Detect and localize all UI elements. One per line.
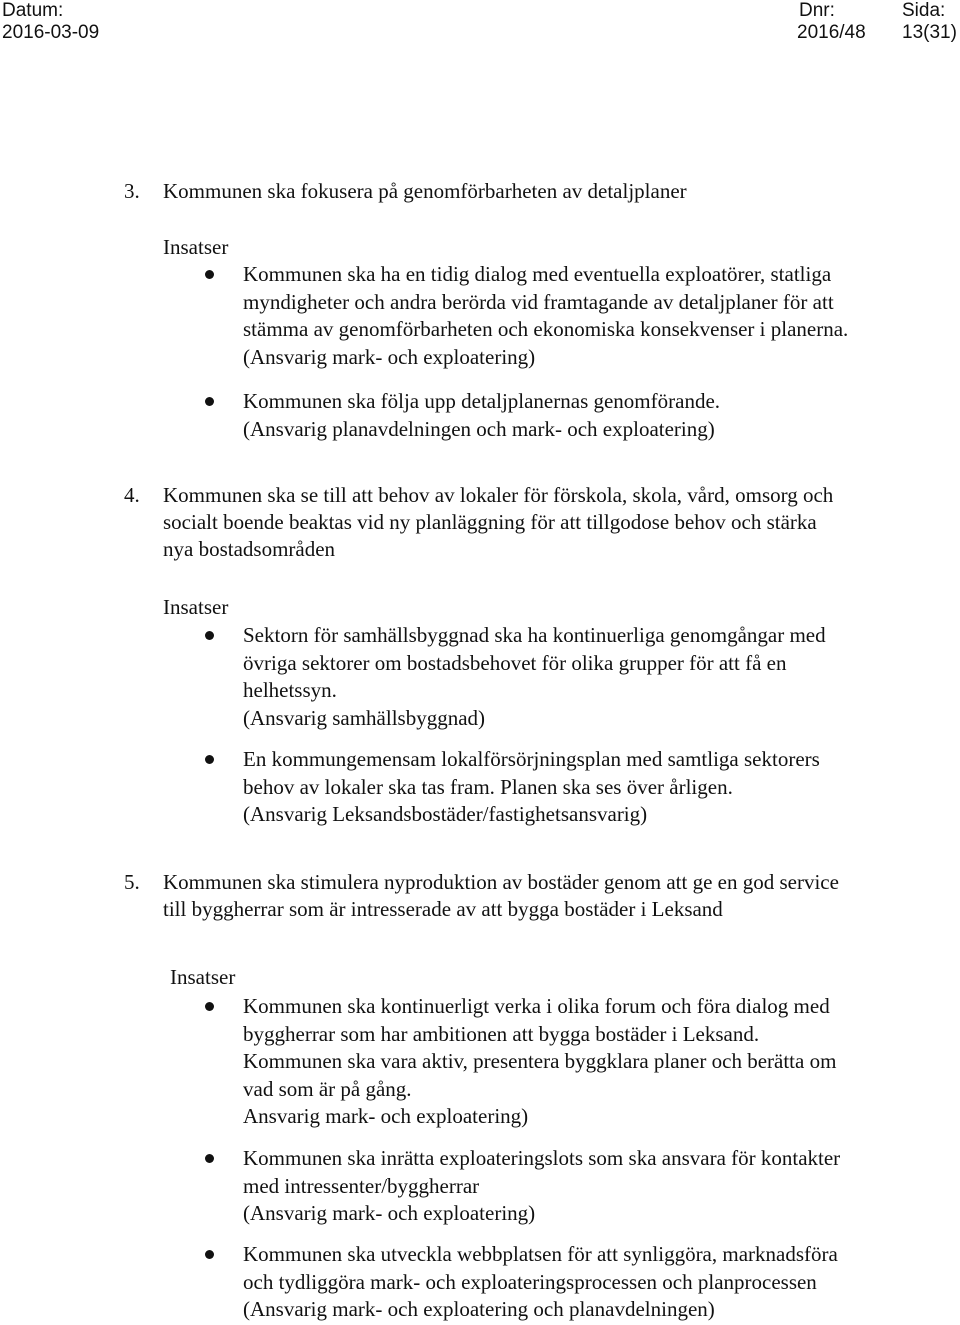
datum-label: Datum: [2,0,64,21]
section-3-heading [124,178,934,205]
section-5-item-1: Kommunen ska kontinuerligt verka i olika forum och föra dialog med byggherrar som har ambitionen att bygga bostäder i Leksand. Kommunen ska vara aktiv, presentera byggklara planer och berätta om vad som är på gång. Ansvarig mark- och exploatering) [243,993,933,1131]
section-3-item-2: Kommunen ska följa upp detaljplanernas genomförande. (Ansvarig planavdelningen och mark- och exploatering) [243,388,933,443]
dnr-label: Dnr: [799,0,835,21]
header-dnr [797,0,866,44]
section-5-insatser-label: Insatser [170,965,236,989]
section-title: Kommunen ska stimulera nyproduktion av bostäder genom att ge en god service till byggherrar som är intresserade av att bygga bostäder i Leksand [163,870,839,921]
header-sida [902,0,957,44]
section-title: Kommunen ska se till att behov av lokaler för förskola, skola, vård, omsorg och socialt boende beaktas vid ny planläggning för att tillgodose behov och stärka nya bostadsområden [163,483,834,561]
section-3-insatser-label: Insatser [163,235,229,259]
dnr-value: 2016/48 [797,22,866,43]
section-4-item-2: En kommungemensam lokalförsörjningsplan med samtliga sektorers behov av lokaler ska tas fram. Planen ska ses över årligen. (Ansvarig Leksandsbostäder/fastighetsansvarig) [243,746,933,829]
section-5-item-3: Kommunen ska utveckla webbplatsen för att synliggöra, marknadsföra och tydliggöra mark- och exploateringsprocessen och planprocessen (Ansvarig mark- och exploatering och planavdelningen) [243,1241,933,1324]
bullet-icon [205,1002,214,1011]
section-title: Kommunen ska fokusera på genomförbarheten av detaljplaner [163,179,687,203]
sida-label: Sida: [902,0,946,21]
section-4-item-1: Sektorn för samhällsbyggnad ska ha kontinuerliga genomgångar med övriga sektorer om bostadsbehovet för olika grupper för att få en helhetssyn. (Ansvarig samhällsbyggnad) [243,622,933,732]
section-number: 3. [124,179,140,203]
section-number: 4. [124,483,140,507]
sida-value: 13(31) [902,22,957,43]
section-3-item-1: Kommunen ska ha en tidig dialog med eventuella exploatörer, statliga myndigheter och andra berörda vid framtagande av detaljplaner för att stämma av genomförbarheten och ekonomiska konsekvenser i planerna. (Ansvarig mark- och exploatering) [243,261,933,371]
datum-value: 2016-03-09 [2,22,100,43]
bullet-icon [205,1154,214,1163]
section-5-item-2: Kommunen ska inrätta exploateringslots som ska ansvara för kontakter med intressenter/byggherrar (Ansvarig mark- och exploatering) [243,1145,933,1228]
bullet-icon [205,397,214,406]
section-number: 5. [124,870,140,894]
section-4-heading [124,482,934,563]
bullet-icon [205,1250,214,1259]
header-datum [2,0,99,44]
section-4-insatser-label: Insatser [163,595,229,619]
section-5-heading [124,869,934,923]
bullet-icon [205,755,214,764]
bullet-icon [205,631,214,640]
bullet-icon [205,270,214,279]
